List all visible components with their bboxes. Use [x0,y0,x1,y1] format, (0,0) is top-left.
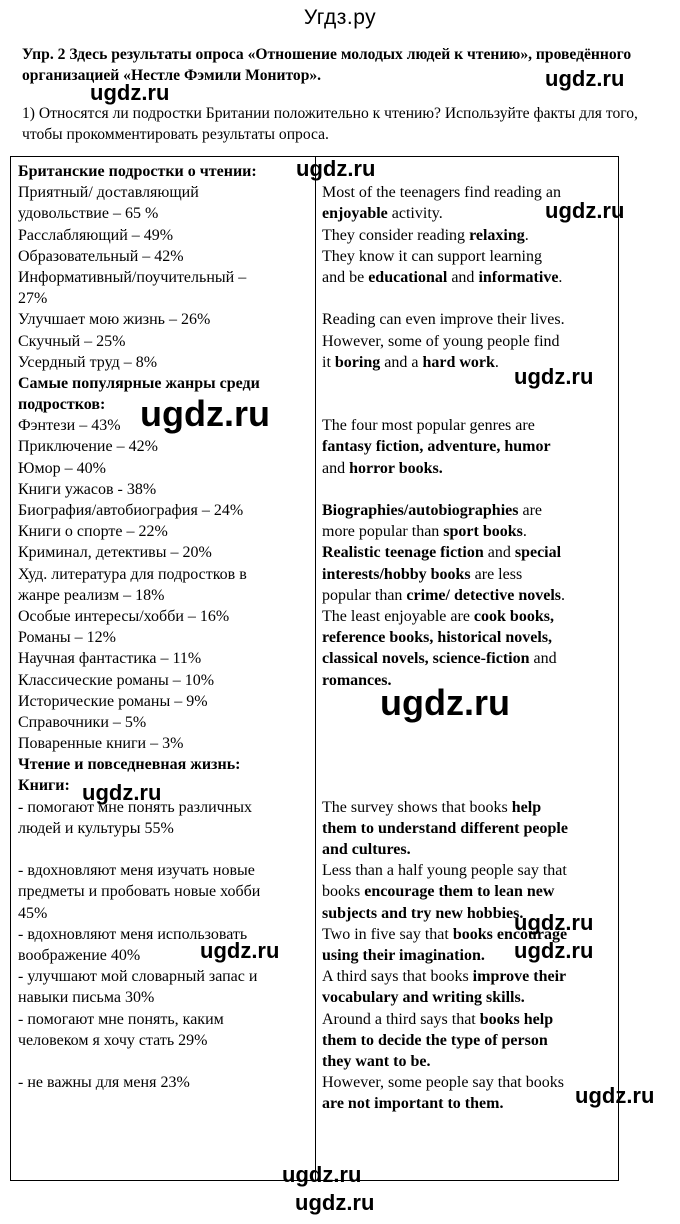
watermark-text: ugdz.ru [545,198,625,223]
comment-line [322,415,614,436]
comment-text: However, some people say that books [322,1074,564,1092]
comment-text: it [322,353,335,371]
comment-line [322,585,614,606]
comment-text: Reading can even improve their lives. [322,311,565,329]
survey-line: Поваренные книги – 3% [18,735,184,753]
survey-line: 45% [18,904,48,922]
comment-text: and cultures. [322,841,411,858]
survey-line: Юмор – 40% [18,459,106,477]
comment-text: and be [322,268,369,286]
watermark-text: ugdz.ru [90,80,170,105]
survey-line: Исторические романы – 9% [18,692,208,710]
comment-text: romances. [322,671,392,689]
survey-line: Классические романы – 10% [18,671,215,689]
comment-text: crime/ detective novels [406,586,562,604]
survey-line: Приключение – 42% [18,438,158,456]
watermark-text: ugdz.ru [295,1190,375,1215]
survey-line: Самые популярные жанры среди [18,374,260,392]
comment-text: informative [478,268,559,286]
comment-text: fantasy fiction, adventure, humor [322,438,551,456]
comment-text: are less [470,565,523,583]
survey-line: Расслабляющий – 49% [18,226,174,244]
comment-text: they want to be. [322,1052,431,1070]
comment-line [322,775,614,796]
comment-line [322,500,614,521]
survey-line: Книги ужасов - 38% [18,480,157,498]
comment-text: using their imagination. [322,946,485,964]
watermark-text: ugdz.ru [514,938,594,963]
survey-line: людей и культуры 55% [18,819,174,837]
survey-line: 27% [18,290,48,308]
comment-text: sport books [443,523,523,541]
comment-text: Two in five say that [322,925,453,943]
survey-line: Чтение и повседневная жизнь: [18,756,241,774]
comment-text: Realistic teenage fiction [322,544,484,562]
survey-line: - помогают мне понять, каким [18,1010,224,1028]
comment-text: subjects and try new hobbies. [322,904,524,922]
comment-line [322,309,614,330]
comment-line [322,331,614,352]
watermark-text: ugdz.ru [140,393,270,434]
watermark-text: ugdz.ru [545,66,625,91]
comment-line [322,542,614,563]
comment-text: However, some of young people find [322,332,560,350]
comment-text: A third says that books [322,968,473,986]
comment-line [322,966,614,987]
survey-line: Романы – 12% [18,629,116,647]
comment-text: . [561,586,566,604]
site-title: Угдз.ру [303,6,377,29]
comment-line [322,288,614,309]
survey-line: Улучшает мою жизнь – 26% [18,311,211,329]
survey-line: навыки письма 30% [18,989,155,1007]
comment-line [322,818,614,839]
watermark-text: ugdz.ru [200,938,280,963]
comment-text: The survey shows that books [322,798,512,816]
survey-line: Фэнтези – 43% [18,417,121,435]
comment-text: They know it can support learning [322,247,542,265]
comment-line [322,1051,614,1072]
survey-line: Информативный/поучительный – [18,268,247,286]
task-text: Упр. 2 Здесь результаты опроса «Отношение молодых людей к чтению», проведённого организацией «Нестле Фэмили Монитор». [22,46,632,84]
comment-text: reference books, historical novels, [322,629,553,647]
comment-text: boring [334,353,381,371]
comment-text: and [322,459,350,477]
survey-line: Худ. литература для подростков в [18,565,247,583]
watermark-text: ugdz.ru [514,364,594,389]
survey-line: Справочники – 5% [18,713,147,731]
comment-text: books encourage [452,925,568,943]
survey-line: - улучшают мой словарный запас и [18,968,258,986]
comment-text: . [558,268,563,286]
survey-line: Биография/автобиография – 24% [18,502,244,519]
comment-line [322,1093,614,1114]
comment-line [322,564,614,585]
comment-line [322,797,614,818]
comment-line [322,1030,614,1051]
comment-text: books [322,883,365,901]
comment-text: They consider reading [322,226,470,244]
comment-text: Most of the teenagers find reading an [322,184,562,202]
comment-text: special [514,544,562,562]
survey-line: Британские подростки о чтении: [18,163,257,180]
comment-text: . [524,226,529,244]
comment-line [322,394,614,415]
comment-text: vocabulary and writing skills. [322,989,525,1007]
survey-line: подростков: [18,396,106,414]
comment-text: are [518,502,543,519]
comment-line [322,479,614,500]
comment-text: improve their [472,968,567,986]
survey-line: человеком я хочу стать 29% [18,1031,208,1049]
survey-line: - вдохновляют меня изучать новые [18,862,255,880]
comment-text: horror books. [349,459,443,477]
survey-line: предметы и пробовать новые хобби [18,883,261,901]
comment-text: . [494,353,499,371]
comment-text: relaxing [469,226,525,244]
survey-line: - не важны для меня 23% [18,1074,190,1092]
comment-line [322,627,614,648]
comment-text: are not important to them. [322,1095,504,1113]
survey-line: Научная фантастика – 11% [18,650,202,668]
comment-text: enjoyable [322,205,388,223]
watermark-text: ugdz.ru [575,1083,655,1108]
comment-line [322,881,614,902]
comment-line [322,606,614,627]
comment-text: hard work [422,353,495,371]
comment-text: and [447,268,479,286]
survey-line: Особые интересы/хобби – 16% [18,607,230,625]
comment-text: Less than a half young people say that [322,862,567,880]
comment-line [322,521,614,542]
comment-text: them to understand different people [322,819,568,837]
survey-line [18,839,312,860]
survey-line [18,1051,312,1072]
comment-line [322,267,614,288]
comment-line [322,860,614,881]
survey-line: Скучный – 25% [18,332,126,350]
task-question: 1) Относятся ли подростки Британии положительно к чтению? Используйте факты для того, чтобы прокомментировать результаты опроса. [22,105,638,143]
comment-text: cook books, [473,607,554,625]
watermark-text: ugdz.ru [82,780,162,805]
comment-text: Biographies/autobiographies [322,502,519,519]
comment-line [322,648,614,669]
watermark-text: ugdz.ru [282,1162,362,1187]
comment-text: The four most popular genres are [322,417,535,435]
comment-text: and [529,650,557,668]
comment-line [322,754,614,775]
comment-text: and a [380,353,423,371]
comment-text: Around a third says that [322,1010,480,1028]
comment-text: books help [479,1010,554,1028]
comment-text: encourage them to lean new [364,883,555,901]
survey-line: удовольствие – 65 % [18,205,159,223]
comment-line [322,1072,614,1093]
comment-text: educational [368,268,448,286]
comment-line [322,436,614,457]
comment-line [322,1009,614,1030]
comment-text: and [483,544,515,562]
survey-line: Приятный/ доставляющий [18,184,199,202]
comment-text: . [522,523,527,541]
survey-line: - вдохновляют меня использовать [18,925,248,943]
comment-text: interests/hobby books [322,565,471,583]
comments-column [322,161,614,1114]
comment-line [322,733,614,754]
comment-text: more popular than [322,523,444,541]
comment-text: them to decide the type of person [322,1031,548,1049]
survey-line: Книги о спорте – 22% [18,523,168,541]
comment-text: classical novels, science-fiction [322,650,530,668]
comment-text: help [511,798,542,816]
watermark-text: ugdz.ru [380,682,510,723]
survey-line: воображение 40% [18,946,141,964]
survey-line: Книги: [18,777,70,795]
comment-text: popular than [322,586,407,604]
comment-text: activity. [387,205,443,223]
comment-line [322,839,614,860]
survey-line: жанре реализм – 18% [18,586,165,604]
survey-line: - помогают мне понять различных [18,798,252,816]
survey-table [10,156,619,1181]
comment-line [322,225,614,246]
survey-line: Усердный труд – 8% [18,353,158,371]
comment-line [322,987,614,1008]
comment-line [322,458,614,479]
comment-text: The least enjoyable are [322,607,474,625]
survey-line: Криминал, детективы – 20% [18,544,212,562]
watermark-text: ugdz.ru [514,910,594,935]
survey-line: Образовательный – 42% [18,247,184,265]
comment-line [322,246,614,267]
watermark-text: ugdz.ru [296,156,376,181]
column-divider [315,157,316,1180]
